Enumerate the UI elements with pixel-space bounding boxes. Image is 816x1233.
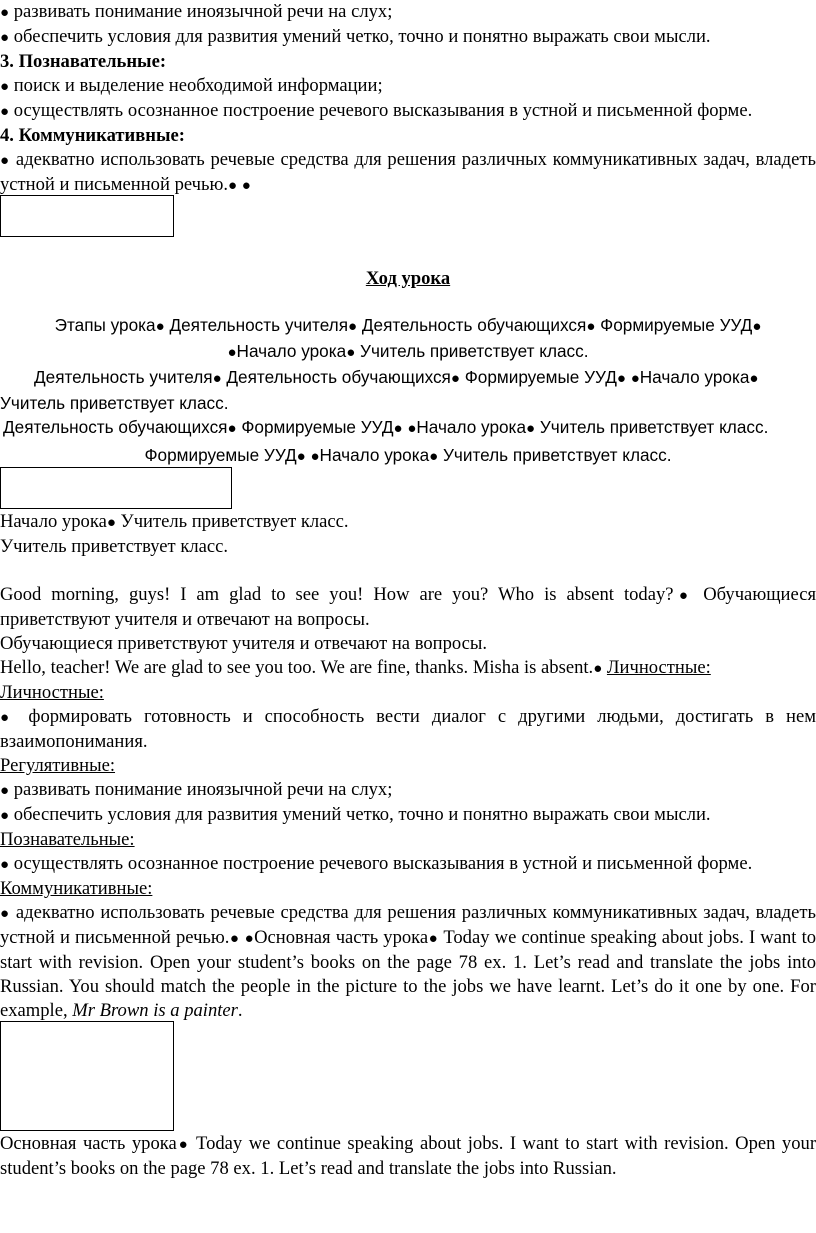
- objective-line: ● поиск и выделение необходимой информации;: [0, 75, 383, 96]
- empty-table-cell: [0, 467, 232, 509]
- objective-line: ● развивать понимание иноязычной речи на слух;: [0, 1, 393, 22]
- paragraph: Начало урока● Учитель приветствует класс.: [0, 511, 349, 532]
- table-header-row: Этапы урока● Деятельность учителя● Деятельность обучающихся● Формируемые УУД● ●Начало урока● Учитель приветствует класс.: [54, 315, 762, 361]
- paragraph: Good morning, guys! I am glad to see you! How are you? Who is absent today?● Обучающиеся приветствуют учителя и отвечают на вопросы.: [0, 584, 816, 630]
- bullet: ●: [0, 152, 11, 169]
- bullet: ●: [0, 4, 10, 21]
- paragraph: Учитель приветствует класс.: [0, 536, 229, 557]
- objective-line: ● обеспечить условия для развития умений четко, точно и понятно выражать свои мысли.: [0, 26, 711, 47]
- lesson-title: Ход урока: [365, 268, 451, 289]
- objective-line: ● развивать понимание иноязычной речи на слух;: [0, 779, 393, 800]
- paragraph: Обучающиеся приветствуют учителя и отвечают на вопросы.: [0, 633, 488, 654]
- objective-line: ● адекватно использовать речевые средства для решения различных коммуникативных задач, владеть устной и письменной речью.● ●: [0, 149, 816, 195]
- subheading-link: Регулятивные:: [0, 755, 116, 776]
- empty-table-cell: [0, 1021, 174, 1131]
- table-header-row: Формируемые УУД● ●Начало урока● Учитель приветствует класс.: [144, 445, 672, 465]
- subheading-link: Познавательные:: [0, 829, 135, 850]
- objective-line: ● обеспечить условия для развития умений четко, точно и понятно выражать свои мысли.: [0, 804, 711, 825]
- subheading-link: Личностные:: [0, 682, 104, 703]
- paragraph: Основная часть урока● Today we continue speaking about jobs. I want to start with revision. Open your student’s books on the page 78 ex. 1. Let’s read and translate the jobs into Russian.: [0, 1133, 816, 1179]
- paragraph: Hello, teacher! We are glad to see you too. We are fine, thanks. Misha is absent.● Личностные:: [0, 657, 711, 678]
- empty-table-cell: [0, 195, 174, 237]
- bullet: ●: [0, 103, 10, 120]
- paragraph: ● адекватно использовать речевые средства для решения различных коммуникативных задач, владеть устной и письменной речью.● ●Основная часть урока● Today we continue speaking about jobs. I want to start with revision. Open your student’s books on the page 78 ex. 1. Let’s read and translate the jobs into Russian. You should match the people in the picture to the jobs we have learnt. Let’s do it one by one. For example, Mr Brown is a painter.: [0, 902, 816, 1021]
- bullet: ●: [0, 78, 10, 95]
- objective-line: ● осуществлять осознанное построение речевого высказывания в устной и письменной форме.: [0, 100, 753, 121]
- section-heading: 3. Познавательные:: [0, 51, 167, 72]
- bullet: ●: [0, 29, 10, 46]
- objective-line: ● формировать готовность и способность вести диалог с другими людьми, достигать в нем взаимопонимания.: [0, 706, 816, 752]
- table-header-row: Деятельность обучающихся● Формируемые УУД● ●Начало урока● Учитель приветствует класс.: [3, 417, 769, 437]
- objective-line: ● осуществлять осознанное построение речевого высказывания в устной и письменной форме.: [0, 853, 753, 874]
- table-header-row: Деятельность учителя● Деятельность обучающихся● Формируемые УУД● ●Начало урока● Учитель приветствует класс.: [0, 367, 759, 413]
- section-heading: 4. Коммуникативные:: [0, 125, 185, 146]
- subheading-link: Коммуникативные:: [0, 878, 153, 899]
